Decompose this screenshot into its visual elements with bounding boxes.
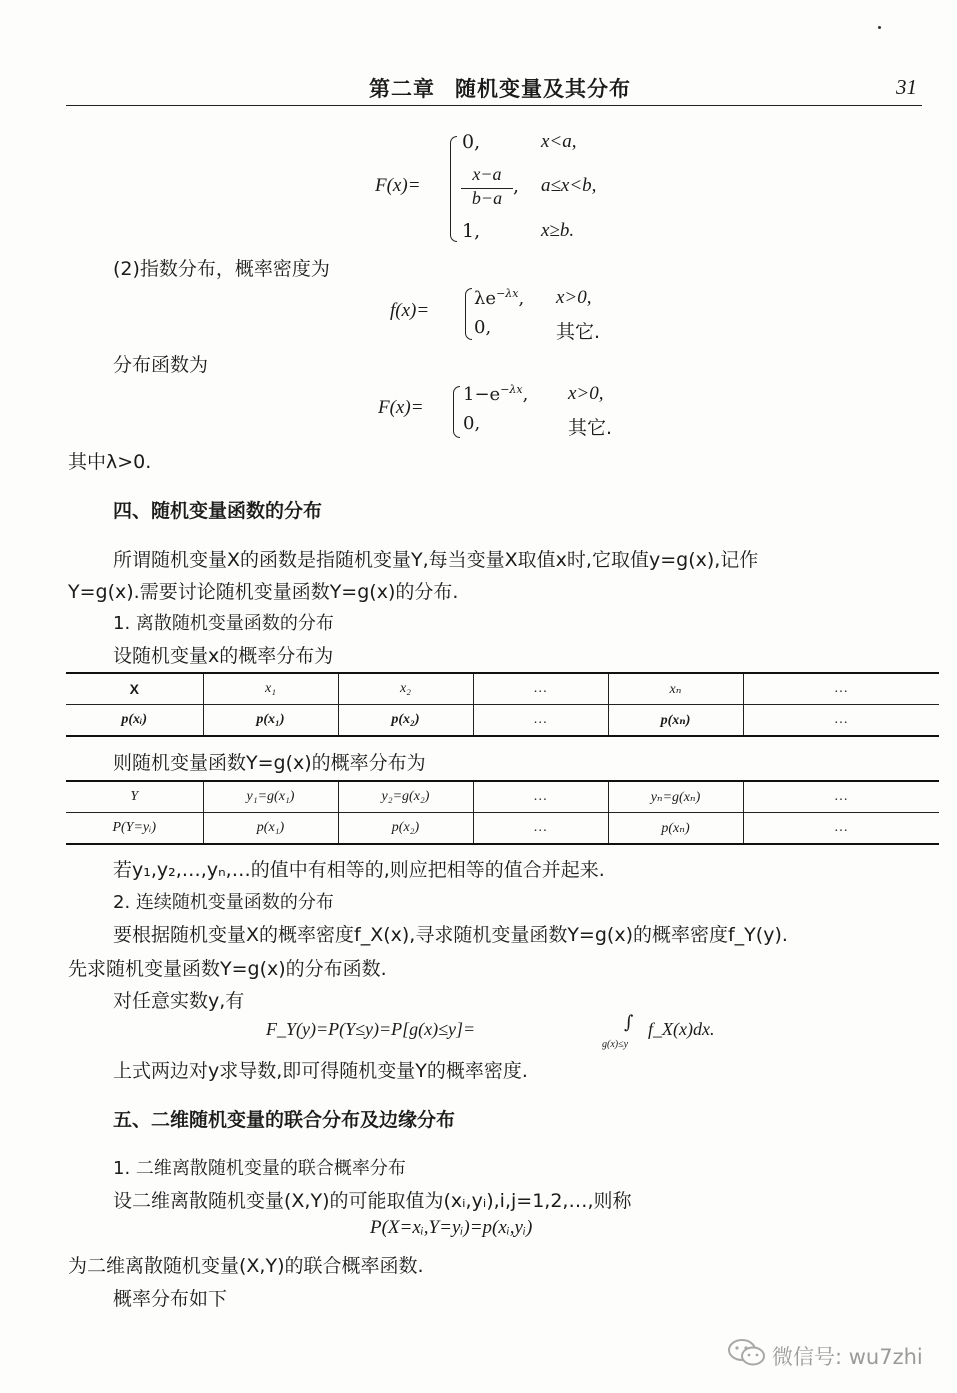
table-cell: p(x₁) bbox=[203, 813, 338, 845]
paragraph-line: 上式两边对y求导数,即可得随机变量Y的概率密度. bbox=[113, 1060, 528, 1082]
table-cell: p(x₂) bbox=[338, 813, 473, 845]
table-cell: p(x₂) bbox=[338, 705, 473, 737]
case-comma: , bbox=[513, 175, 520, 197]
uniform-cdf-lhs: F(x)= bbox=[375, 175, 421, 196]
brace bbox=[450, 136, 457, 242]
table-cell: … bbox=[743, 781, 939, 813]
case-condition: x≥b. bbox=[541, 220, 575, 241]
table-row bbox=[66, 673, 939, 705]
header-rule bbox=[66, 105, 922, 106]
paragraph-line: Y=g(x).需要讨论随机变量函数Y=g(x)的分布. bbox=[68, 581, 459, 603]
table-row bbox=[66, 781, 939, 813]
cdf-formula-lhs: F_Y(y)=P(Y≤y)=P[g(x)≤y]= bbox=[266, 1019, 476, 1039]
table-cell: … bbox=[473, 813, 608, 845]
case-value-group bbox=[474, 287, 524, 309]
table-cell: x₁ bbox=[203, 673, 338, 705]
table-cell: p(xₙ) bbox=[608, 813, 743, 845]
table-cell: … bbox=[473, 781, 608, 813]
table-cell: … bbox=[473, 705, 608, 737]
brace bbox=[453, 386, 460, 438]
case-comma: , bbox=[522, 384, 529, 405]
section4-heading: 四、随机变量函数的分布 bbox=[113, 500, 323, 522]
table-cell: … bbox=[743, 673, 939, 705]
fraction-denominator: b−a bbox=[471, 188, 503, 208]
case-condition: a≤x<b, bbox=[541, 175, 597, 196]
exp-pdf-lhs: f(x)= bbox=[390, 300, 430, 321]
case-condition: x>0, bbox=[568, 383, 604, 404]
integral-subscript: g(x)≤y bbox=[602, 1039, 629, 1050]
case-value: λe bbox=[474, 288, 497, 309]
chapter-title: 随机变量及其分布 bbox=[455, 77, 631, 101]
case-condition: x<a, bbox=[541, 131, 577, 152]
table-cell: Y bbox=[66, 781, 203, 813]
prob-table-x bbox=[66, 672, 939, 737]
brace bbox=[465, 288, 472, 340]
integral-body: f_X(x)dx. bbox=[648, 1019, 715, 1039]
exponent: −λx bbox=[500, 383, 523, 396]
paragraph-line: 为二维离散随机变量(X,Y)的联合概率函数. bbox=[68, 1255, 424, 1277]
dist-func-label: 分布函数为 bbox=[113, 354, 209, 376]
table-cell: y₁=g(x₁) bbox=[203, 781, 338, 813]
subsection-heading: 2. 连续随机变量函数的分布 bbox=[113, 892, 334, 913]
page-number: 31 bbox=[896, 75, 917, 99]
table-cell: … bbox=[743, 705, 939, 737]
wechat-icon bbox=[727, 1338, 767, 1368]
case-condition: 其它. bbox=[556, 321, 601, 343]
table-cell: xₙ bbox=[608, 673, 743, 705]
chapter-label: 第二章 bbox=[369, 77, 435, 101]
paragraph-line: 概率分布如下 bbox=[113, 1288, 228, 1310]
joint-prob-formula: P(X=xᵢ,Y=yᵢ)=p(xᵢ,yᵢ) bbox=[370, 1217, 533, 1238]
case-condition: 其它. bbox=[568, 417, 613, 439]
exponent: −λx bbox=[496, 287, 519, 300]
table-cell: p(xᵢ) bbox=[66, 705, 203, 737]
lambda-note: 其中λ>0. bbox=[68, 451, 152, 473]
case-value: 1, bbox=[462, 220, 481, 242]
fraction-numerator: x−a bbox=[472, 164, 502, 184]
table-cell: P(Y=yᵢ) bbox=[66, 813, 203, 845]
case-value: 0, bbox=[462, 131, 481, 153]
integral-sign: ∫ bbox=[624, 1012, 634, 1033]
speck bbox=[878, 26, 881, 29]
case-condition: x>0, bbox=[556, 287, 592, 308]
exp-heading: (2)指数分布，概率密度为 bbox=[113, 258, 330, 280]
paragraph-line: 设二维离散随机变量(X,Y)的可能取值为(xᵢ,yᵢ),i,j=1,2,…,则称 bbox=[113, 1190, 632, 1212]
paragraph-line: 所谓随机变量X的函数是指随机变量Y,每当变量X取值x时,它取值y=g(x),记作 bbox=[113, 549, 759, 571]
section5-heading: 五、二维随机变量的联合分布及边缘分布 bbox=[113, 1109, 456, 1131]
table-cell: X bbox=[66, 673, 203, 705]
case-value: 0, bbox=[474, 317, 492, 338]
subsection-heading: 1. 离散随机变量函数的分布 bbox=[113, 613, 334, 634]
table-cell: yₙ=g(xₙ) bbox=[608, 781, 743, 813]
prob-table-y bbox=[66, 780, 939, 845]
table1-intro: 设随机变量x的概率分布为 bbox=[113, 645, 334, 667]
paragraph-line: 要根据随机变量X的概率密度f_X(x),寻求随机变量函数Y=g(x)的概率密度f_Y(y). bbox=[113, 924, 788, 946]
paragraph-line: 先求随机变量函数Y=g(x)的分布函数. bbox=[68, 958, 387, 980]
table-cell: x₂ bbox=[338, 673, 473, 705]
table-row bbox=[66, 813, 939, 845]
table-cell: p(xₙ) bbox=[608, 705, 743, 737]
table-cell: … bbox=[743, 813, 939, 845]
paragraph-line: 对任意实数y,有 bbox=[113, 990, 245, 1012]
exp-cdf-lhs: F(x)= bbox=[378, 397, 424, 418]
case-value: 1−e bbox=[463, 384, 501, 405]
merge-note: 若y₁,y₂,…,yₙ,…的值中有相等的,则应把相等的值合并起来. bbox=[113, 859, 605, 881]
watermark-text: 微信号: wu7zhi bbox=[772, 1345, 923, 1369]
table-row bbox=[66, 705, 939, 737]
table-cell: p(x₁) bbox=[203, 705, 338, 737]
subsection-heading: 1. 二维离散随机变量的联合概率分布 bbox=[113, 1158, 406, 1179]
case-value-group bbox=[463, 383, 528, 405]
table-cell: … bbox=[473, 673, 608, 705]
case-value: 0, bbox=[463, 413, 481, 434]
case-comma: , bbox=[518, 288, 525, 309]
table-cell: y₂=g(x₂) bbox=[338, 781, 473, 813]
table2-intro: 则随机变量函数Y=g(x)的概率分布为 bbox=[113, 752, 426, 774]
